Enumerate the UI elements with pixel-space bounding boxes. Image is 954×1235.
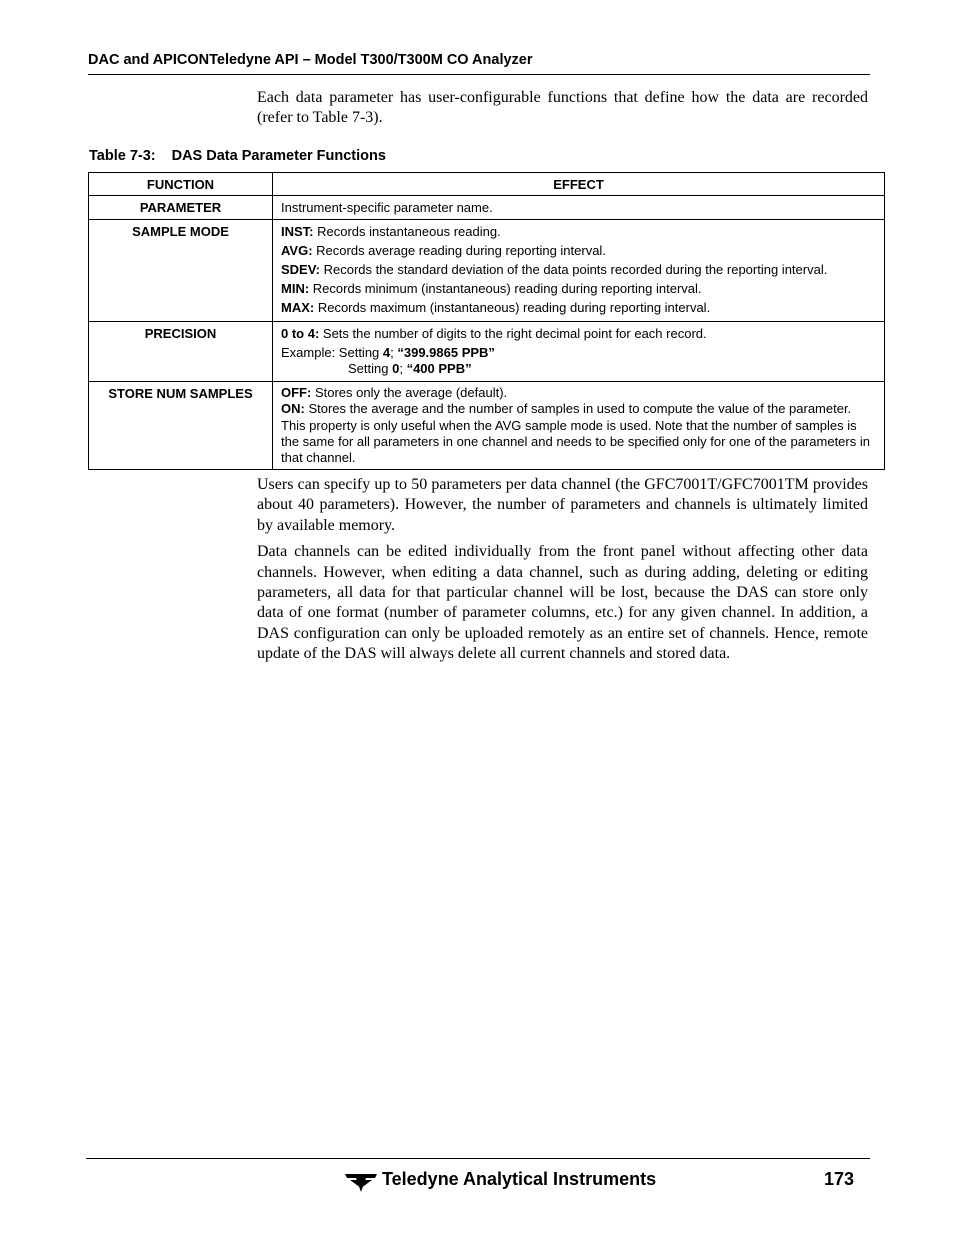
effect-sample-mode — [273, 220, 885, 322]
table-row-store-num-samples — [89, 382, 885, 470]
table-caption-label: Table 7-3: — [89, 148, 156, 164]
footer-divider — [86, 1158, 870, 1159]
paragraph-parameters-limit: Users can specify up to 50 parameters per data channel (the GFC7001T/GFC7001TM provides about 40 parameters). However, the number of parameters and channels is ultimately limited by available memory. — [257, 476, 868, 534]
table-row-sample-mode — [89, 220, 885, 322]
sample-mode-avg: AVG: Records average reading during reporting interval. — [281, 243, 606, 258]
sample-mode-min: MIN: Records minimum (instantaneous) reading during reporting interval. — [281, 281, 702, 296]
sample-mode-inst: INST: Records instantaneous reading. — [281, 224, 501, 239]
function-precision: PRECISION — [89, 322, 273, 382]
paragraph-channel-editing: Data channels can be edited individually from the front panel without affecting other data channels. However, when editing a data channel, such as during adding, deleting or editing parameters, all data for that particular channel will be lost, because the DAS can store only data of one format (number of parameter columns, etc.) for any given channel. In addition, a DAS configuration can only be uploaded remotely as an entire set of channels. Hence, remote update of the DAS will always delete all current channels and stored data. — [257, 543, 868, 663]
body-paragraphs — [257, 475, 868, 665]
effect-store-num-samples — [273, 382, 885, 470]
sample-mode-sdev: SDEV: Records the standard deviation of the data points recorded during the reporting interval. — [281, 262, 828, 277]
das-parameter-functions-table — [88, 172, 885, 470]
table-row-precision — [89, 322, 885, 382]
store-on: ON: Stores the average and the number of samples in used to compute the value of the parameter. This property is only useful when the AVG sample mode is used. Note that the number of samples is the same for all parameters in one channel and needs to be specified only for one of the parameters in that channel. — [281, 401, 870, 466]
table-header-row — [89, 173, 885, 196]
function-store-num-samples: STORE NUM SAMPLES — [89, 382, 273, 470]
intro-paragraph: Each data parameter has user-configurable functions that define how the data are recorded (refer to Table 7-3). — [257, 89, 868, 127]
sample-mode-max: MAX: Records maximum (instantaneous) reading during reporting interval. — [281, 300, 711, 315]
teledyne-logo-icon — [344, 1171, 378, 1198]
precision-range: 0 to 4: Sets the number of digits to the right decimal point for each record. — [281, 326, 707, 341]
effect-precision — [273, 322, 885, 382]
page-footer — [344, 1169, 854, 1195]
function-sample-mode: SAMPLE MODE — [89, 220, 273, 322]
store-off: OFF: Stores only the average (default). — [281, 385, 508, 400]
table-caption-title: DAS Data Parameter Functions — [171, 148, 386, 164]
header-effect: EFFECT — [273, 173, 885, 196]
precision-example-2: Setting 0; “400 PPB” — [348, 361, 472, 376]
table-row-parameter — [89, 196, 885, 220]
function-parameter: PARAMETER — [89, 196, 273, 220]
page-number: 173 — [823, 1169, 854, 1189]
footer-company-name: Teledyne Analytical Instruments — [382, 1169, 657, 1189]
table-caption — [89, 148, 386, 164]
effect-parameter: Instrument-specific parameter name. — [273, 196, 885, 220]
header-function: FUNCTION — [89, 173, 273, 196]
running-header: DAC and APICONTeledyne API – Model T300/T300M CO Analyzer — [88, 52, 870, 75]
precision-example-1: Example: Setting 4; “399.9865 PPB” — [281, 345, 495, 360]
